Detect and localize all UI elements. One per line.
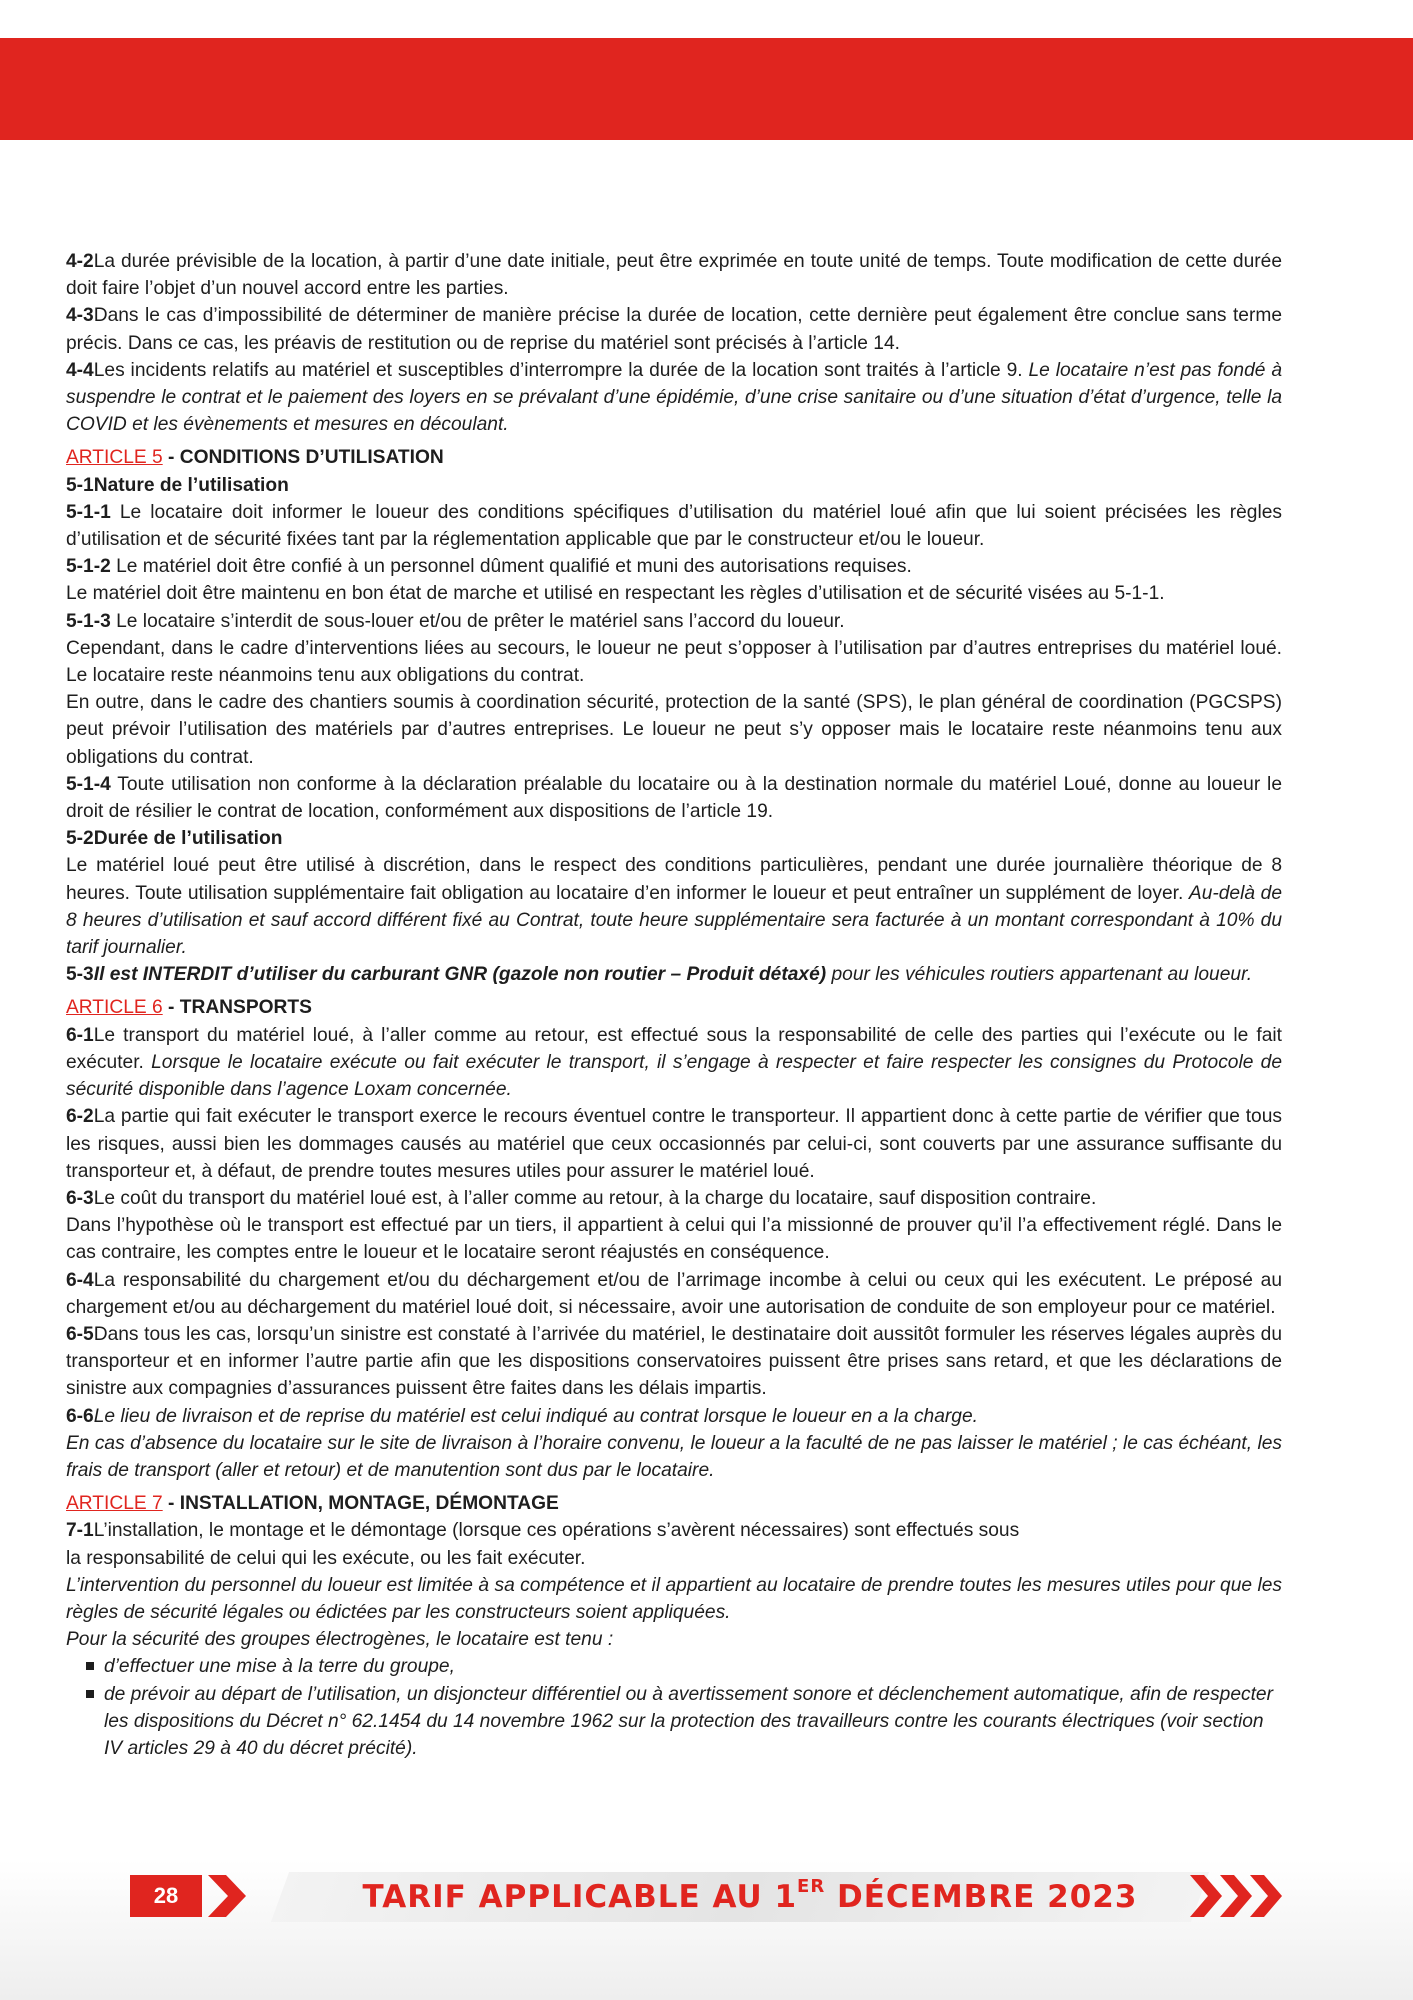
footer-title: TARIF APPLICABLE AU 1ER DÉCEMBRE 2023: [362, 1876, 1138, 1915]
paragraph-5-1-3-c: En outre, dans le cadre des chantiers soumis à coordination sécurité, protection de la santé (SPS), le plan général de coordination (PGCSPS) peut prévoir l’utilisation des matériels par d’autres entreprises. Le loueur ne peut s’y opposer mais le locataire reste néanmoins tenu aux obligations du contrat.: [66, 692, 1282, 768]
paragraph-6-3-b: Dans l’hypothèse où le transport est effectué par un tiers, il appartient à celui qui l’a missionné de prouver qu’il l’a effectivement réglé. Dans le cas contraire, les comptes entre le loueur et le locataire seront réajustés en conséquence.: [66, 1215, 1282, 1264]
paragraph-6-3: 6-3Le coût du transport du matériel loué est, à l’aller comme au retour, à la charge du locataire, sauf disposition contraire.: [66, 1187, 1097, 1209]
square-bullet-icon: [86, 1690, 94, 1698]
paragraph-5-2: Le matériel loué peut être utilisé à discrétion, dans le respect des conditions particulières, pendant une durée journalière théorique de 8 heures. Toute utilisation supplémentaire fait obligation au locataire d’en informer le loueur et peut entraîner un supplément de loyer. Au-delà de 8 heures d’utilisation et sauf accord différent fixé au Contrat, toute heure supplémentaire sera facturée à un montant correspondant à 10% du tarif journalier.: [66, 855, 1282, 959]
triple-chevron-right-icon: [1190, 1875, 1290, 1917]
section-5-2-heading: 5-2Durée de l’utilisation: [66, 828, 283, 850]
article-7-link[interactable]: ARTICLE 7: [66, 1493, 163, 1515]
page-number: 28: [130, 1875, 202, 1917]
square-bullet-icon: [86, 1662, 94, 1670]
paragraph-6-5: 6-5Dans tous les cas, lorsqu’un sinistre est constaté à l’arrivée du matériel, le destinataire doit aussitôt formuler les réserves légales auprès du transporteur et en informer l’autre partie afin que les dispositions conservatoires puissent être prises sans retard, et que les déclarations de sinistre aux compagnies d’assurances puissent être faites dans les délais impartis.: [66, 1323, 1282, 1400]
article-5-heading: ARTICLE 5 - CONDITIONS D’UTILISATION: [66, 447, 444, 469]
article-6-heading: ARTICLE 6 - TRANSPORTS: [66, 997, 312, 1019]
paragraph-5-1-3-b: Cependant, dans le cadre d’interventions liées au secours, le loueur ne peut s’opposer à l’utilisation par d’autres entreprises du matériel loué. Le locataire reste néanmoins tenu aux obligations du contrat.: [66, 637, 1282, 687]
paragraph-5-1-1: 5-1-1 Le locataire doit informer le loueur des conditions spécifiques d’utilisation du matériel loué afin que lui soient précisées les règles d’utilisation et de sécurité fixées tant par la réglementation applicable que par le constructeur et/ou le loueur.: [66, 501, 1282, 551]
paragraph-4-3: 4-3Dans le cas d’impossibilité de déterminer de manière précise la durée de location, cette dernière peut également être conclue sans terme précis. Dans ce cas, les préavis de restitution ou de reprise du matériel sont précisés à l’article 14.: [66, 305, 1282, 354]
paragraph-6-1: 6-1Le transport du matériel loué, à l’aller comme au retour, est effectué sous la responsabilité de celle des parties qui l’exécute ou le fait exécuter. Lorsque le locataire exécute ou fait exécuter le transport, il s’engage à respecter et faire respecter les consignes du Protocole de sécurité disponible dans l’agence Loxam concernée.: [66, 1024, 1282, 1101]
list-item: de prévoir au départ de l’utilisation, un disjoncteur différentiel ou à avertissement sonore et déclenchement automatique, afin de respecter les dispositions du Décret n° 62.1454 du 14 novembre 1962 sur la protection des travailleurs contre les courants électriques (voir section IV articles 29 à 40 du décret précité).: [86, 1681, 1282, 1763]
document-body: [66, 248, 1282, 1762]
paragraph-6-2: 6-2La partie qui fait exécuter le transport exerce le recours éventuel contre le transporteur. Il appartient donc à cette partie de vérifier que tous les risques, aussi bien les dommages causés au matériel que ceux occasionnés par celui-ci, sont couverts par une assurance suffisante du transporteur et, à défaut, de prendre toutes mesures utiles pour assurer le matériel loué.: [66, 1106, 1282, 1182]
paragraph-4-2: 4-2La durée prévisible de la location, à partir d’une date initiale, peut être exprimée en toute unité de temps. Toute modification de cette durée doit faire l’objet d’un nouvel accord entre les parties.: [66, 251, 1282, 300]
paragraph-6-4: 6-4La responsabilité du chargement et/ou du déchargement et/ou de l’arrimage incombe à celui ou ceux qui les exécutent. Le préposé au chargement et/ou au déchargement du matériel loué doit, si nécessaire, avoir une autorisation de conduite de son employeur pour ce matériel.: [66, 1269, 1282, 1318]
paragraph-7-1-c: Pour la sécurité des groupes électrogènes, le locataire est tenu :: [66, 1629, 614, 1651]
chevron-right-icon: [206, 1875, 250, 1917]
section-5-1-heading: 5-1Nature de l’utilisation: [66, 474, 289, 496]
paragraph-7-1: 7-1L’installation, le montage et le démontage (lorsque ces opérations s’avèrent nécessaires) sont effectués sous la responsabilité de celui qui les exécute, ou les fait exécuter.: [66, 1520, 1020, 1569]
paragraph-7-1-b: L’intervention du personnel du loueur est limitée à sa compétence et il appartient au locataire de prendre toutes les mesures utiles pour que les règles de sécurité légales ou édictées par les constructeurs soient appliquées.: [66, 1574, 1282, 1623]
article-5-link[interactable]: ARTICLE 5: [66, 447, 163, 469]
article-7-heading: ARTICLE 7 - INSTALLATION, MONTAGE, DÉMONTAGE: [66, 1493, 559, 1515]
paragraph-5-1-2: 5-1-2 Le matériel doit être confié à un personnel dûment qualifié et muni des autorisations requises.: [66, 556, 912, 578]
paragraph-5-1-4: 5-1-4 Toute utilisation non conforme à la déclaration préalable du locataire ou à la destination normale du matériel Loué, donne au loueur le droit de résilier le contrat de location, conformément aux dispositions de l’article 19.: [66, 773, 1282, 823]
list-item: d’effectuer une mise à la terre du groupe,: [86, 1653, 1282, 1680]
paragraph-5-1-3: 5-1-3 Le locataire s’interdit de sous-louer et/ou de prêter le matériel sans l’accord du loueur.: [66, 610, 845, 632]
paragraph-6-6-b: En cas d’absence du locataire sur le site de livraison à l’horaire convenu, le loueur a la faculté de ne pas laisser le matériel ; le cas échéant, les frais de transport (aller et retour) et de manutention sont dus par le locataire.: [66, 1432, 1282, 1481]
safety-bullet-list: [66, 1653, 1282, 1762]
header-red-band: [0, 38, 1413, 140]
paragraph-6-6: 6-6Le lieu de livraison et de reprise du matériel est celui indiqué au contrat lorsque le loueur en a la charge.: [66, 1405, 978, 1427]
article-6-link[interactable]: ARTICLE 6: [66, 997, 163, 1019]
paragraph-4-4: 4-4Les incidents relatifs au matériel et susceptibles d’interrompre la durée de la location sont traités à l’article 9. Le locataire n’est pas fondé à suspendre le contrat et le paiement des loyers en se prévalant d’une épidémie, d’une crise sanitaire ou d’une situation d’état d’urgence, telle la COVID et les évènements et mesures en découlant.: [66, 359, 1282, 436]
paragraph-5-3: 5-3Il est INTERDIT d’utiliser du carburant GNR (gazole non routier – Produit détaxé) pour les véhicules routiers appartenant au loueur.: [66, 964, 1253, 986]
paragraph-5-1-2-b: Le matériel doit être maintenu en bon état de marche et utilisé en respectant les règles d’utilisation et de sécurité visées au 5-1-1.: [66, 583, 1165, 605]
